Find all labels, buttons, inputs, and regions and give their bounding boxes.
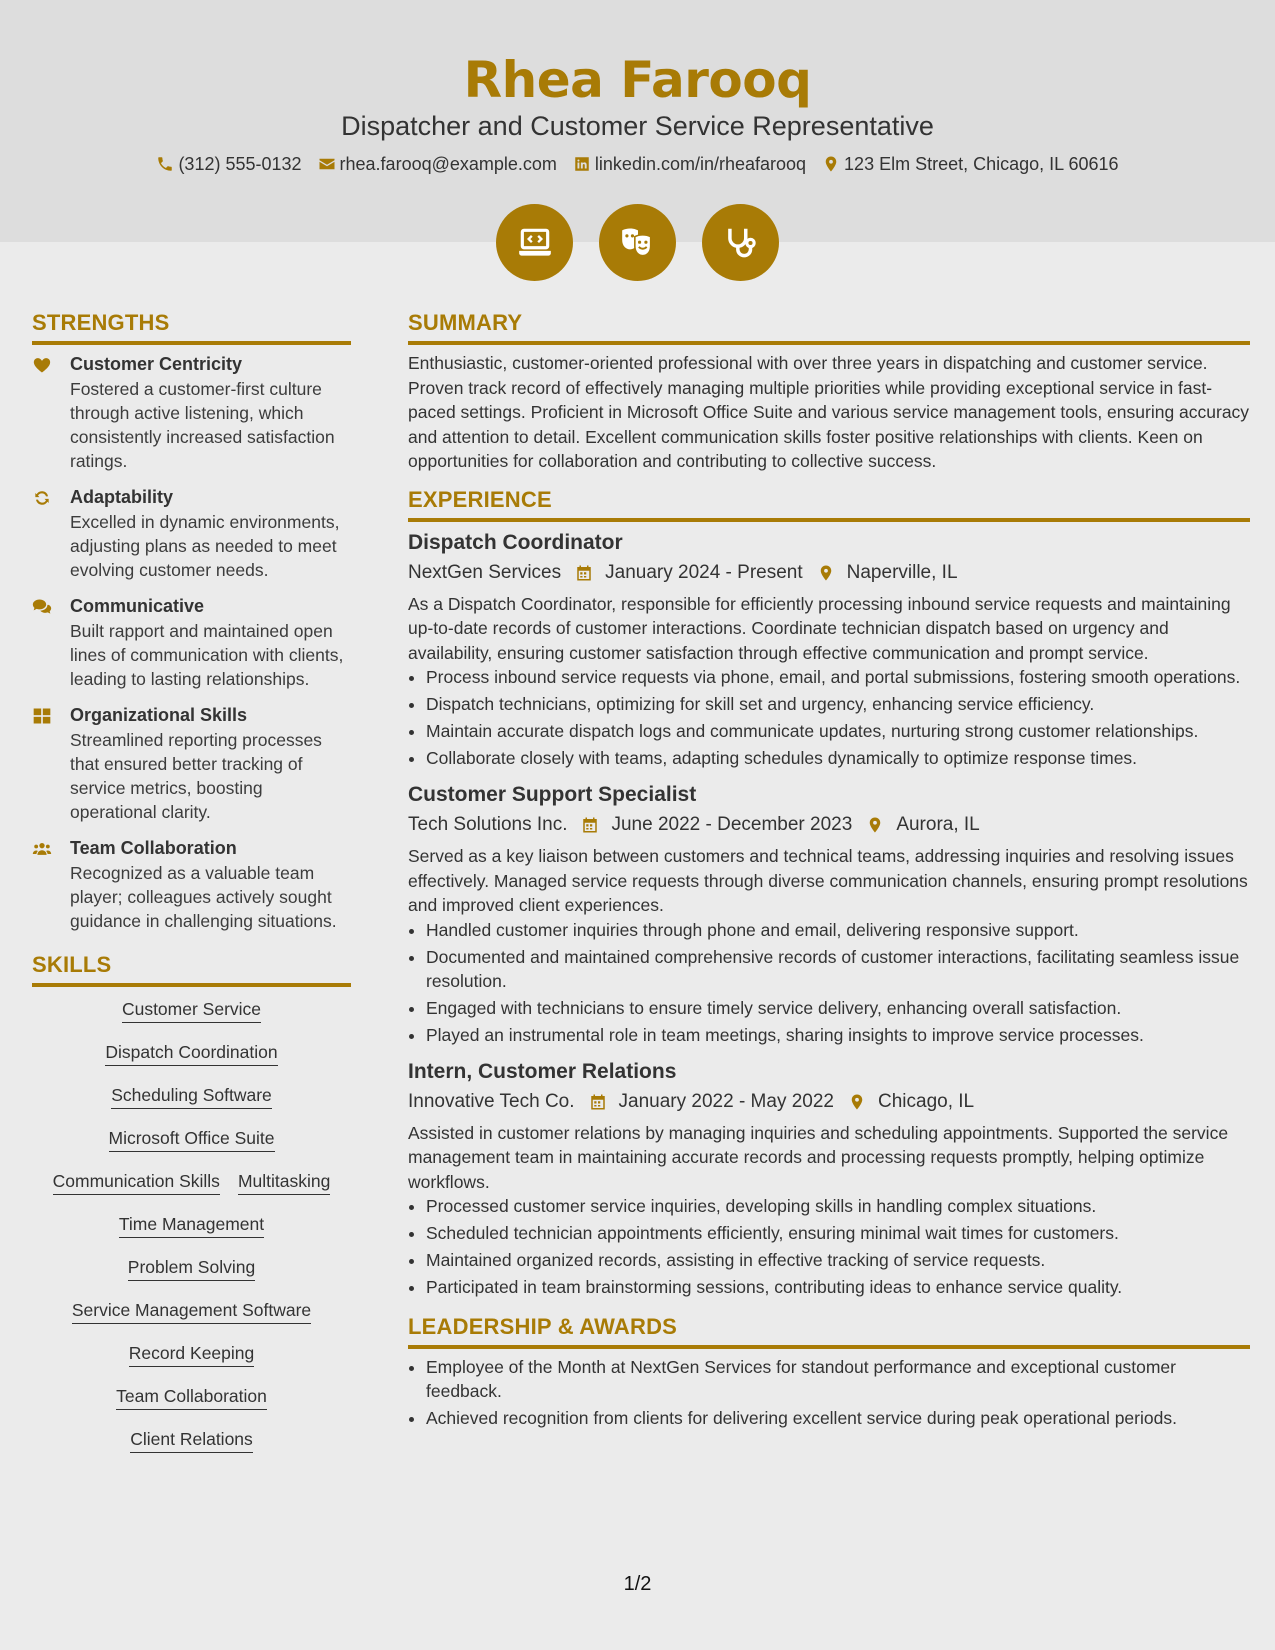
map-marker-icon	[817, 564, 835, 582]
contact-address	[822, 150, 1119, 178]
skill-tag: Dispatch Coordination	[105, 1040, 277, 1066]
job-company: Innovative Tech Co.	[408, 1090, 575, 1112]
strength-desc: Streamlined reporting processes that ensured better tracking of service metrics, boosting operational clarity.	[70, 730, 322, 822]
job-dates: January 2024 - Present	[605, 561, 803, 583]
contact-linkedin[interactable]	[573, 150, 806, 178]
candidate-name: Rhea Farooq	[463, 51, 812, 109]
job-dates: June 2022 - December 2023	[611, 814, 853, 835]
page-number: 1/2	[623, 1573, 652, 1595]
envelope-icon	[318, 155, 336, 173]
map-marker-icon	[822, 155, 840, 173]
contact-email[interactable]	[318, 150, 557, 178]
job-meta	[408, 558, 1250, 588]
job-bullet: • Participated in team brainstorming sessions, contributing ideas to enhance service quality.	[426, 1275, 1250, 1299]
job-bullet: • Process inbound service requests via phone, email, and portal submissions, fostering smooth operations.	[426, 665, 1250, 689]
linkedin-text: linkedin.com/in/rheafarooq	[594, 154, 807, 174]
job-bullet: • Processed customer service inquiries, developing skills in handling complex situations.	[426, 1194, 1250, 1218]
skill-tag: Record Keeping	[129, 1341, 255, 1367]
strength-desc: Fostered a customer-first culture through active listening, which consistently increased satisfaction ratings.	[70, 379, 335, 471]
skill-tag: Problem Solving	[128, 1255, 255, 1281]
strength-desc: Recognized as a valuable team player; colleagues actively sought guidance in challenging situations.	[70, 863, 337, 931]
skill-tag: Time Management	[119, 1212, 264, 1238]
theater-masks-icon	[599, 204, 676, 281]
job-bullets	[408, 665, 1250, 770]
experience-heading: EXPERIENCE	[408, 482, 1250, 522]
skill-tag: Client Relations	[130, 1427, 253, 1453]
skill-tag: Microsoft Office Suite	[109, 1126, 275, 1152]
summary-heading: SUMMARY	[408, 305, 1250, 345]
job-bullet: • Documented and maintained comprehensive records of customer interactions, facilitating seamless issue resolution.	[426, 945, 1250, 993]
strength-item	[32, 351, 351, 473]
job-title: Customer Support Specialist	[408, 783, 697, 806]
map-marker-icon	[866, 816, 884, 834]
linkedin-icon	[573, 155, 591, 173]
job-dates: January 2022 - May 2022	[618, 1090, 834, 1112]
skills-heading: SKILLS	[32, 947, 351, 987]
job-entry	[408, 528, 1250, 771]
job-bullet: • Dispatch technicians, optimizing for skill set and urgency, enhancing service efficiency.	[426, 692, 1250, 716]
skill-tag: Communication Skills	[53, 1169, 220, 1195]
skill-tag: Team Collaboration	[116, 1384, 267, 1410]
strength-item	[32, 593, 351, 691]
strength-item	[32, 484, 351, 582]
strength-item	[32, 835, 351, 933]
job-bullet: • Scheduled technician appointments efficiently, ensuring minimal wait times for customers.	[426, 1221, 1250, 1245]
strength-title: Communicative	[70, 596, 205, 616]
job-title: Intern, Customer Relations	[408, 1059, 677, 1083]
users-icon	[32, 839, 52, 859]
skill-tag: Customer Service	[122, 997, 261, 1023]
map-marker-icon	[848, 1093, 866, 1111]
strength-item	[32, 702, 351, 824]
job-bullet: • Handled customer inquiries through phone and email, delivering responsive support.	[426, 918, 1250, 942]
job-description: Served as a key liaison between customers and technical teams, addressing inquiries and resolving issues effectively. Managed service requests through diverse communication channels, ensuring prompt resolutions and improved client experiences.	[408, 846, 1248, 915]
job-meta	[408, 810, 1250, 840]
phone-icon	[156, 155, 174, 173]
contact-bar	[0, 150, 1275, 178]
job-company: NextGen Services	[408, 561, 562, 583]
candidate-title: Dispatcher and Customer Service Representative	[341, 111, 934, 141]
grid-icon	[32, 706, 52, 726]
email-text: rhea.farooq@example.com	[339, 154, 557, 174]
job-location: Aurora, IL	[896, 814, 980, 835]
phone-text: (312) 555-0132	[178, 154, 302, 174]
job-location: Chicago, IL	[878, 1090, 975, 1112]
job-bullet: • Collaborate closely with teams, adapting schedules dynamically to optimize response times.	[426, 746, 1250, 770]
job-description: Assisted in customer relations by managing inquiries and scheduling appointments. Supported the service management team in maintaining accurate records and processing requests promptly, helping optimize workflows.	[408, 1122, 1229, 1192]
laptop-code-icon	[496, 204, 573, 281]
strength-desc: Built rapport and maintained open lines of communication with clients, leading to lasting relationships.	[70, 621, 344, 689]
stethoscope-icon	[702, 204, 779, 281]
contact-phone[interactable]	[156, 150, 301, 178]
strength-title: Organizational Skills	[70, 705, 248, 725]
calendar-icon	[575, 564, 593, 582]
strengths-heading: STRENGTHS	[32, 305, 351, 345]
job-bullet: • Engaged with technicians to ensure timely service delivery, enhancing overall satisfaction.	[426, 996, 1250, 1020]
job-bullet: • Played an instrumental role in team meetings, sharing insights to improve service processes.	[426, 1023, 1250, 1047]
job-bullet: • Maintain accurate dispatch logs and communicate updates, nurturing strong customer relationships.	[426, 719, 1250, 743]
job-company: Tech Solutions Inc.	[408, 814, 568, 835]
calendar-icon	[581, 816, 599, 834]
skill-tag: Service Management Software	[72, 1298, 311, 1324]
awards-list	[408, 1355, 1250, 1430]
skill-tag: Multitasking	[238, 1169, 330, 1195]
job-entry	[408, 1057, 1250, 1300]
job-bullets	[408, 1194, 1250, 1299]
skills-list	[32, 997, 351, 1453]
strength-desc: Excelled in dynamic environments, adjusting plans as needed to meet evolving customer needs.	[70, 512, 340, 580]
award-item: • Achieved recognition from clients for delivering excellent service during peak operational periods.	[426, 1406, 1250, 1430]
job-title: Dispatch Coordinator	[408, 530, 623, 554]
job-description: As a Dispatch Coordinator, responsible for efficiently processing inbound service requests and maintaining up-to-date records of customer interactions. Coordinate technician dispatch based on urgency and availability, ensuring customer satisfaction through effective communication and prompt service.	[408, 593, 1231, 663]
calendar-icon	[589, 1093, 607, 1111]
award-item: • Employee of the Month at NextGen Services for standout performance and exceptional customer feedback.	[426, 1355, 1250, 1403]
left-column	[32, 305, 351, 1470]
header-icon-row	[0, 204, 1275, 281]
sync-icon	[32, 488, 52, 508]
summary-text: Enthusiastic, customer-oriented professional with over three years in dispatching and customer service. Proven track record of effectively managing multiple priorities while providing exceptional service in fast-paced settings. Proficient in Microsoft Office Suite and various service management tools, ensuring accuracy and attention to detail. Excellent communication skills foster positive relationships with clients. Keen on opportunities for collaboration and contributing to collective success.	[408, 353, 1250, 471]
skill-tag: Scheduling Software	[111, 1083, 272, 1109]
right-column	[408, 305, 1250, 1433]
strength-title: Team Collaboration	[70, 838, 237, 858]
heart-icon	[32, 355, 52, 375]
awards-heading: LEADERSHIP & AWARDS	[408, 1309, 1250, 1349]
strength-title: Adaptability	[70, 487, 174, 507]
job-location: Naperville, IL	[846, 561, 958, 583]
comments-icon	[32, 597, 52, 617]
strength-title: Customer Centricity	[70, 354, 243, 374]
job-bullets	[408, 918, 1250, 1047]
job-entry	[408, 780, 1250, 1047]
job-meta	[408, 1087, 1250, 1117]
address-text: 123 Elm Street, Chicago, IL 60616	[844, 154, 1119, 174]
job-bullet: • Maintained organized records, assisting in effective tracking of service requests.	[426, 1248, 1250, 1272]
